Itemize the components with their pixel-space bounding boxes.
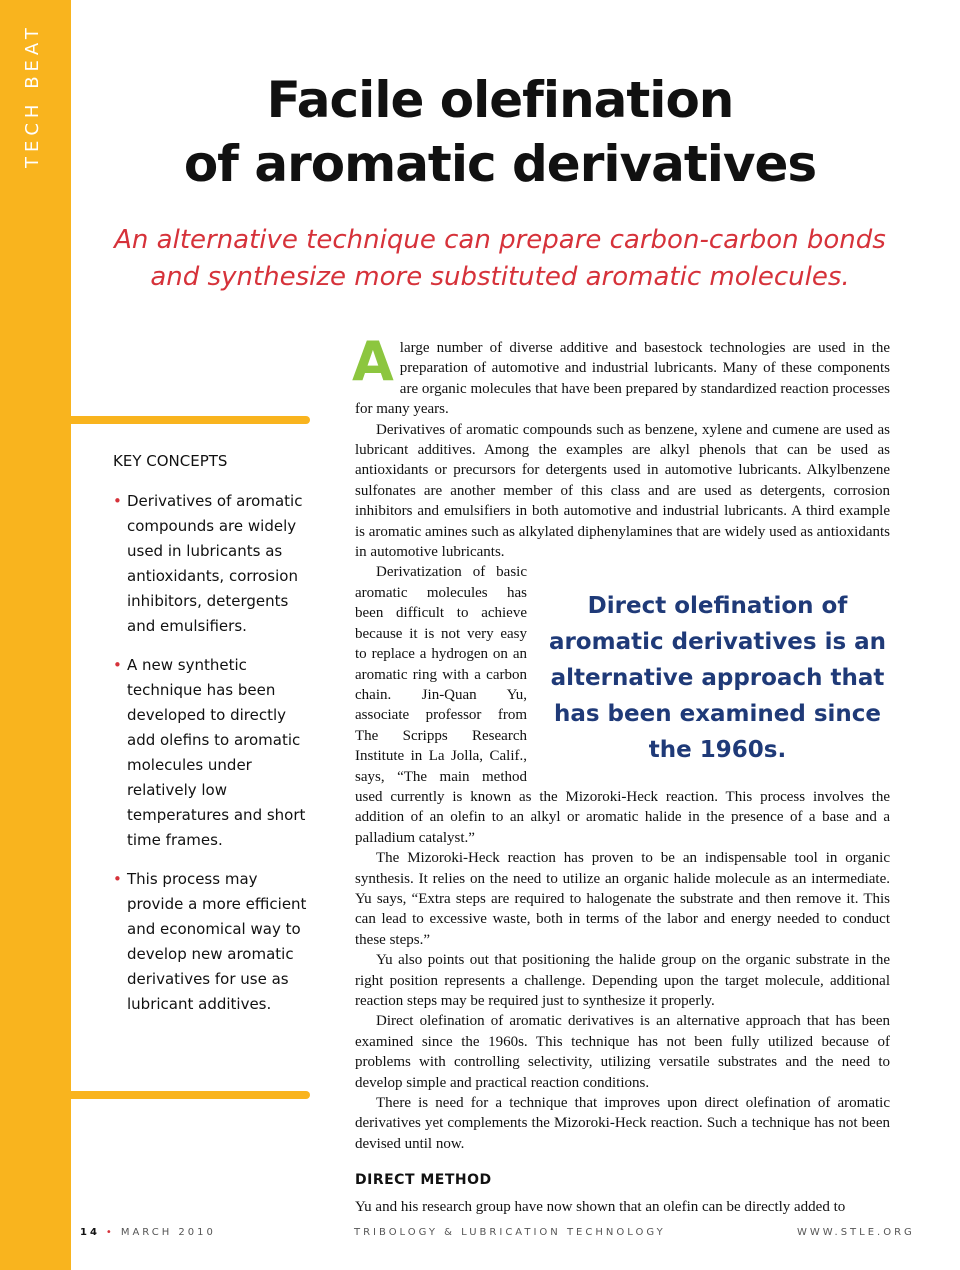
body-paragraph: The Mizoroki-Heck reaction has proven to be an indispensable tool in organic synthesis. It relies on the need to utilize an organic halide molecule as an intermediate. Yu says, “Extra steps are required to halogenate the substrate and then remove it. This can lead to excessive waste, both in terms of the labor and energy needed to conduct these steps.” bbox=[355, 850, 890, 948]
key-concept-text: This process may provide a more efficient and economical way to develop new aromatic derivatives for use as lubricant additives. bbox=[127, 870, 307, 1013]
article-body bbox=[352, 330, 890, 1217]
body-paragraph: Direct olefination of aromatic derivatives is an alternative approach that has been examined since the 1960s. This technique has not been fully utilized because of problems with controlling selectivity, utilizing versatile substrates and the need to develop simple and practical reaction conditions. bbox=[355, 1013, 890, 1091]
key-concept-text: Derivatives of aromatic compounds are widely used in lubricants as antioxidants, corrosion inhibitors, detergents and emulsifiers. bbox=[127, 492, 303, 635]
issue-date: MARCH 2010 bbox=[120, 1227, 216, 1238]
sidebar-rule-bottom bbox=[70, 1091, 310, 1099]
body-paragraph: Yu also points out that positioning the halide group on the organic substrate in the right position represents a challenge. Depending upon the target molecule, additional reaction steps may be required just to synthesize it properly. bbox=[355, 952, 890, 1009]
body-paragraph: Derivatization of basic aromatic molecules has been difficult to achieve because it is not very easy to replace a hydrogen on an aromatic ring with a carbon chain. Jin-Quan Yu, associate professor from The Scripps Research Institute in La Jolla, Calif., says, “The main method used currently is known as the Mizoroki-Heck reaction. This process involves the addition of an olefin to an alkyl or aromatic halide in the presence of a base and a palladium catalyst.” bbox=[355, 564, 890, 846]
deck-line-1: An alternative technique can prepare carbon-carbon bonds bbox=[114, 225, 886, 255]
deck-line-2: and synthesize more substituted aromatic molecules. bbox=[150, 262, 850, 292]
key-concept-item bbox=[113, 867, 318, 1017]
title-line-1: Facile olefination bbox=[266, 71, 734, 129]
pull-quote: Direct olefination of aromatic derivatives is an alternative approach that has been examined since the 1960s. bbox=[548, 593, 887, 764]
website-link[interactable]: WWW.STLE.ORG bbox=[797, 1227, 915, 1238]
body-paragraph: Yu and his research group have now shown that an olefin can be directly added to bbox=[355, 1198, 846, 1215]
section-subhead: DIRECT METHOD bbox=[355, 1172, 492, 1189]
title-line-2: of aromatic derivatives bbox=[183, 135, 817, 193]
paragraph-text: large number of diverse additive and basestock technologies are used in the preparation of automotive and industrial lubricants. Many of these components are organic molecules that have been prepared by standardized reaction processes for many years. bbox=[355, 340, 890, 418]
article-deck bbox=[90, 222, 910, 296]
footer-separator: • bbox=[105, 1227, 115, 1238]
body-paragraph: Derivatives of aromatic compounds such as benzene, xylene and cumene are used as lubricant additives. Among the examples are alkyl phenols that can be used as antioxidants or precursors for detergents used in automotive lubricants. Alkylbenzene sulfonates are another member of this class and are used as detergents, corrosion inhibitors and emulsifiers in both automotive and industrial lubricants. A third example is aromatic amines such as alkylated diphenylamines that are widely used as antioxidants in automotive lubricants. bbox=[355, 421, 890, 561]
sidebar-strip bbox=[0, 0, 71, 1270]
footer-folio bbox=[80, 1227, 216, 1238]
body-paragraph: There is need for a technique that improves upon direct olefination of aromatic derivatives yet complements the Mizoroki-Heck reaction. Such a technique has not been devised until now. bbox=[355, 1095, 890, 1152]
bullet-icon: • bbox=[113, 492, 122, 510]
key-concepts-heading: KEY CONCEPTS bbox=[113, 452, 228, 470]
key-concept-text: A new synthetic technique has been developed to directly add olefins to aromatic molecules under relatively low temperatures and short time frames. bbox=[127, 656, 306, 849]
sidebar-rule-top bbox=[70, 416, 310, 424]
key-concepts-list bbox=[113, 489, 318, 1031]
body-paragraph bbox=[352, 330, 890, 420]
section-label: TECH BEAT bbox=[22, 23, 43, 168]
drop-cap: A bbox=[352, 330, 394, 393]
key-concept-item bbox=[113, 489, 318, 639]
bullet-icon: • bbox=[113, 656, 122, 674]
key-concept-item bbox=[113, 653, 318, 853]
bullet-icon: • bbox=[113, 870, 122, 888]
page-number: 14 bbox=[80, 1227, 100, 1238]
publication-name: TRIBOLOGY & LUBRICATION TECHNOLOGY bbox=[354, 1227, 666, 1238]
article-title bbox=[90, 68, 910, 196]
